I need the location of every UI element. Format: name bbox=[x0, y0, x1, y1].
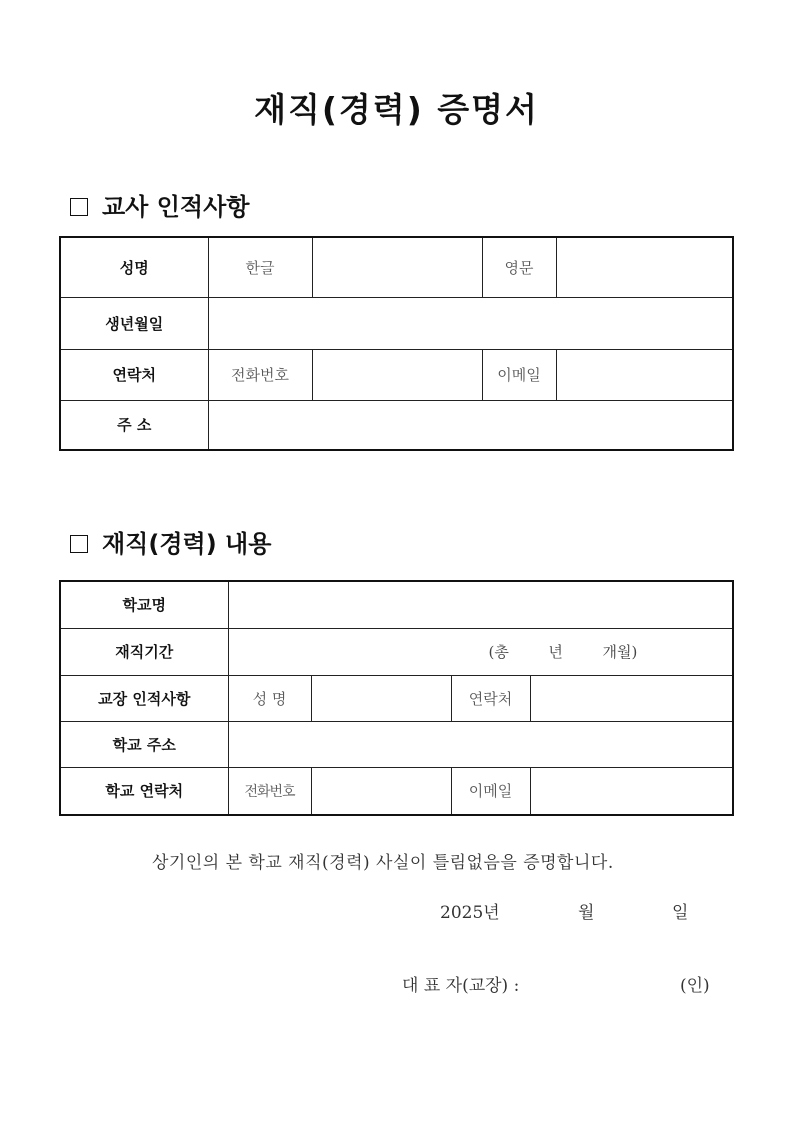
teacher-info-table bbox=[59, 236, 734, 451]
principal-name-label: 성 명 bbox=[228, 675, 311, 721]
table-row bbox=[60, 237, 733, 297]
seal-mark: (인) bbox=[680, 976, 710, 996]
checkbox-square-icon bbox=[70, 535, 88, 553]
table-row bbox=[60, 581, 733, 628]
table-row bbox=[60, 400, 733, 450]
document-title: 재직(경력) 증명서 bbox=[254, 90, 539, 129]
certification-statement: 상기인의 본 학교 재직(경력) 사실이 틀림없음을 증명합니다. bbox=[152, 853, 614, 873]
phone-field[interactable] bbox=[312, 349, 482, 400]
address-field[interactable] bbox=[208, 400, 733, 450]
school-email-field[interactable] bbox=[530, 767, 733, 815]
table-row bbox=[60, 628, 733, 675]
principal-name-field[interactable] bbox=[311, 675, 451, 721]
date-month: 월 bbox=[578, 903, 595, 923]
school-address-label: 학교 주소 bbox=[60, 721, 228, 767]
principal-info-label: 교장 인적사항 bbox=[60, 675, 228, 721]
school-phone-label: 전화번호 bbox=[228, 767, 311, 815]
korean-name-label: 한글 bbox=[208, 237, 312, 297]
phone-label: 전화번호 bbox=[208, 349, 312, 400]
table-row bbox=[60, 297, 733, 349]
checkbox-square-icon bbox=[70, 198, 88, 216]
principal-contact-label: 연락처 bbox=[451, 675, 530, 721]
period-month-text: 개월) bbox=[602, 643, 638, 661]
period-year-text: 년 bbox=[548, 643, 563, 661]
employment-info-table bbox=[59, 580, 734, 816]
employment-section-heading bbox=[70, 524, 271, 559]
contact-label: 연락처 bbox=[60, 349, 208, 400]
period-field[interactable] bbox=[228, 628, 733, 675]
table-row bbox=[60, 721, 733, 767]
teacher-section-heading bbox=[70, 187, 249, 222]
principal-contact-field[interactable] bbox=[530, 675, 733, 721]
school-name-field[interactable] bbox=[228, 581, 733, 628]
school-address-field[interactable] bbox=[228, 721, 733, 767]
school-email-label: 이메일 bbox=[451, 767, 530, 815]
teacher-section-heading-text: 교사 인적사항 bbox=[102, 193, 250, 221]
school-phone-field[interactable] bbox=[311, 767, 451, 815]
address-label: 주 소 bbox=[60, 400, 208, 450]
birthdate-label: 생년월일 bbox=[60, 297, 208, 349]
period-total-text: (총 bbox=[488, 643, 509, 661]
representative-label: 대 표 자(교장) : bbox=[402, 976, 520, 996]
birthdate-field[interactable] bbox=[208, 297, 733, 349]
korean-name-field[interactable] bbox=[312, 237, 482, 297]
employment-section-heading-text: 재직(경력) 내용 bbox=[102, 530, 272, 558]
english-name-field[interactable] bbox=[556, 237, 733, 297]
table-row bbox=[60, 675, 733, 721]
table-row bbox=[60, 767, 733, 815]
date-day: 일 bbox=[672, 903, 689, 923]
name-label: 성명 bbox=[60, 237, 208, 297]
english-name-label: 영문 bbox=[482, 237, 556, 297]
table-row bbox=[60, 349, 733, 400]
school-name-label: 학교명 bbox=[60, 581, 228, 628]
email-label: 이메일 bbox=[482, 349, 556, 400]
period-label: 재직기간 bbox=[60, 628, 228, 675]
school-contact-label: 학교 연락처 bbox=[60, 767, 228, 815]
date-year: 2025년 bbox=[440, 903, 500, 923]
email-field[interactable] bbox=[556, 349, 733, 400]
